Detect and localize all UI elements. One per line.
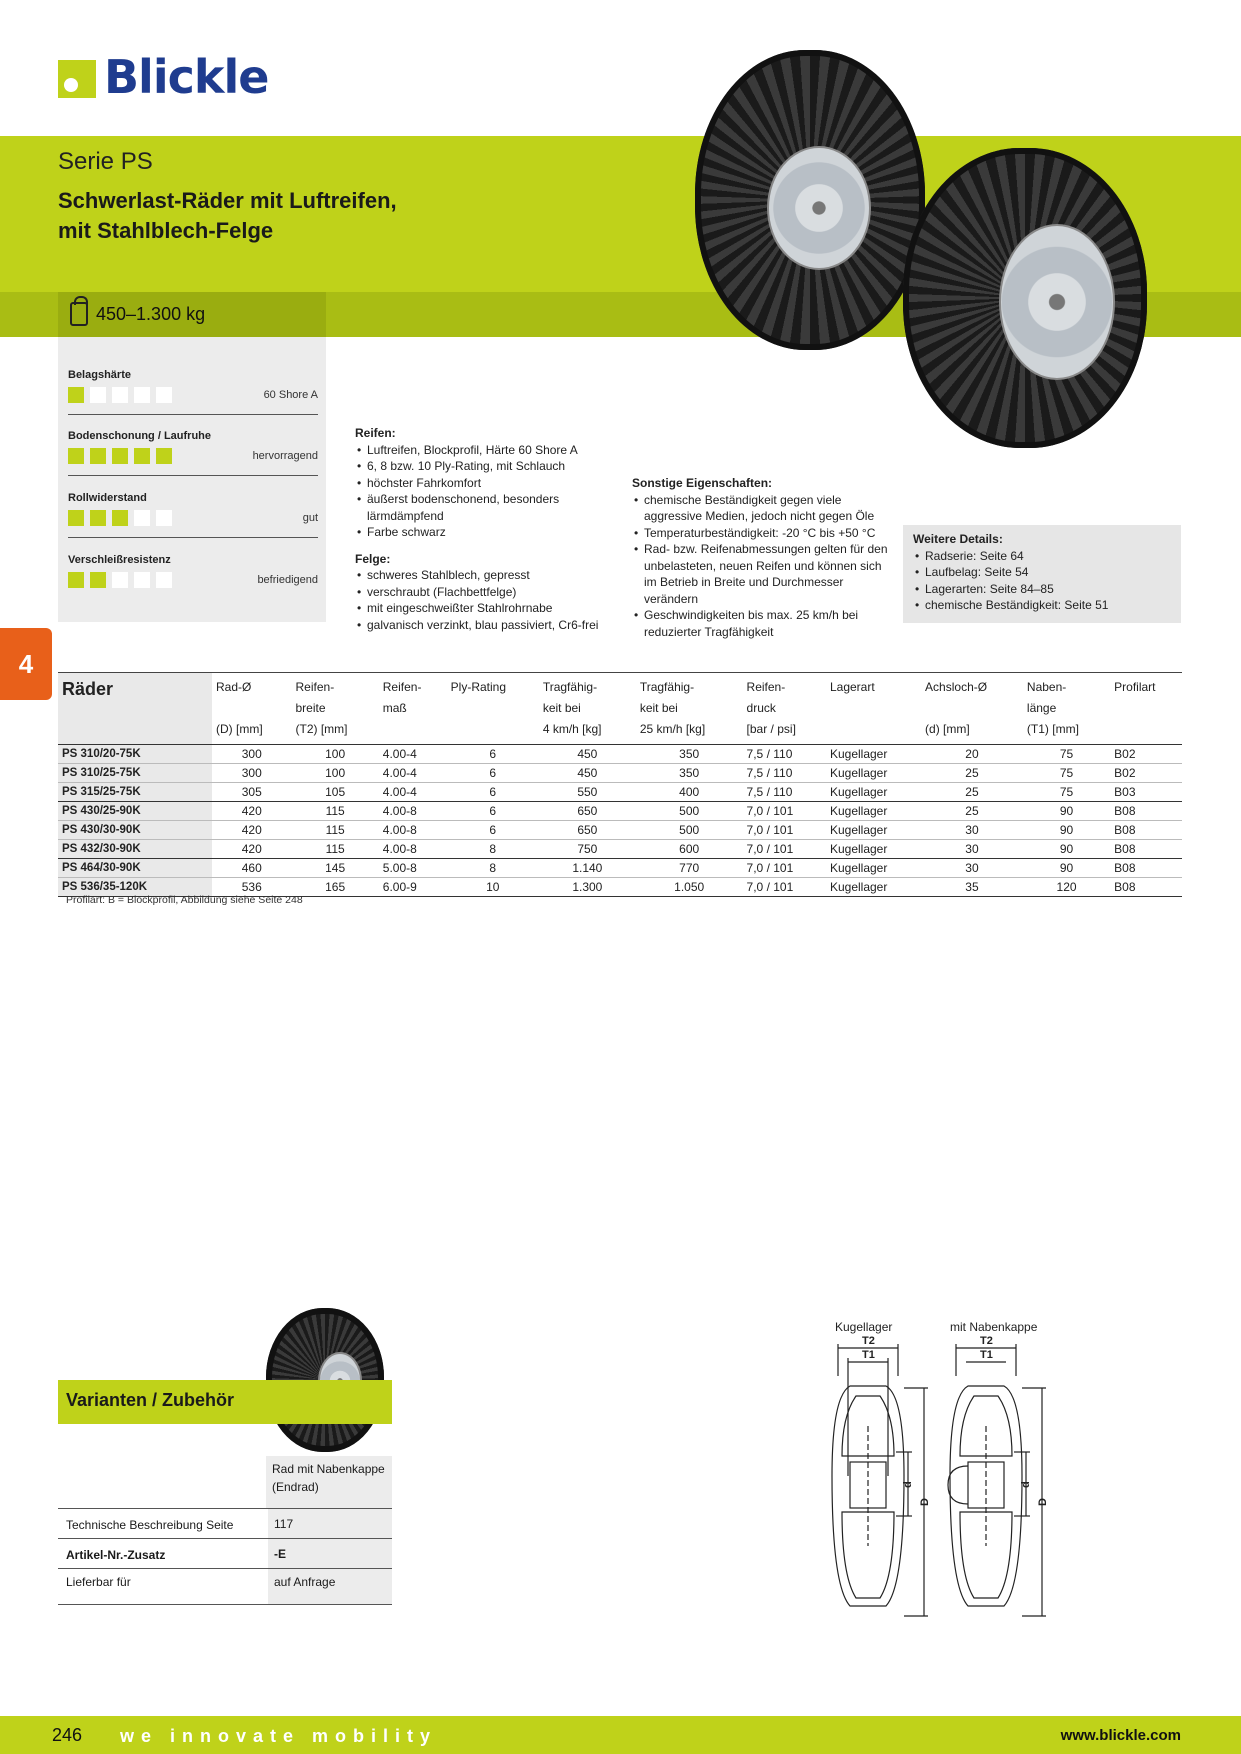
table-cell: 90 xyxy=(1023,859,1110,878)
table-cell: 90 xyxy=(1023,802,1110,821)
table-cell: 4.00-4 xyxy=(379,745,447,764)
table-cell: 536 xyxy=(212,878,292,897)
table-cell: 7,5 / 110 xyxy=(743,764,826,783)
other-heading: Sonstige Eigenschaften: xyxy=(632,476,773,490)
variant-row-label: Lieferbar für xyxy=(66,1575,131,1589)
table-cell: 1.050 xyxy=(636,878,743,897)
table-cell: 6 xyxy=(447,764,539,783)
table-row xyxy=(58,783,1182,802)
divider xyxy=(68,475,318,476)
table-cell: 30 xyxy=(921,859,1023,878)
variant-row xyxy=(58,1569,392,1605)
dim-D-left: D xyxy=(919,1498,931,1506)
article-number: PS 310/20-75K xyxy=(58,745,212,764)
rating-rollwiderstand xyxy=(68,492,318,552)
table-cell: 7,5 / 110 xyxy=(743,745,826,764)
table-cell: 420 xyxy=(212,821,292,840)
rating-verschleiss xyxy=(68,554,318,614)
table-cell: 145 xyxy=(292,859,379,878)
table-cell: 30 xyxy=(921,821,1023,840)
wheel-image-large xyxy=(695,50,925,350)
col-header: Lagerart xyxy=(826,673,921,745)
table-row xyxy=(58,745,1182,764)
table-cell: 4.00-8 xyxy=(379,821,447,840)
table-cell: 25 xyxy=(921,764,1023,783)
col-header: Ply-Rating xyxy=(447,673,539,745)
table-cell: 115 xyxy=(292,840,379,859)
variant-row-label: Technische Beschreibung Seite xyxy=(66,1518,234,1532)
table-cell: Kugellager xyxy=(826,878,921,897)
table-cell: 90 xyxy=(1023,840,1110,859)
table-cell: 4.00-4 xyxy=(379,764,447,783)
divider xyxy=(68,414,318,415)
list-item: • Farbe schwarz xyxy=(355,524,625,541)
table-cell: B08 xyxy=(1110,821,1182,840)
table-cell: 35 xyxy=(921,878,1023,897)
article-number: PS 430/30-90K xyxy=(58,821,212,840)
properties-tyres-rim xyxy=(355,425,625,633)
table-cell: 4.00-8 xyxy=(379,840,447,859)
dim-t2-left: T2 xyxy=(862,1336,875,1347)
table-cell: Kugellager xyxy=(826,802,921,821)
col-header: Tragfähig- keit bei 4 km/h [kg] xyxy=(539,673,636,745)
table-cell: 10 xyxy=(447,878,539,897)
table-cell: B08 xyxy=(1110,840,1182,859)
further-details-box xyxy=(903,525,1181,623)
table-cell: 120 xyxy=(1023,878,1110,897)
col-header: Tragfähig- keit bei 25 km/h [kg] xyxy=(636,673,743,745)
rating-squares xyxy=(68,448,178,469)
article-number: PS 315/25-75K xyxy=(58,783,212,802)
list-item: • chemische Beständigkeit: Seite 51 xyxy=(913,597,1171,614)
page-footer xyxy=(0,1716,1241,1754)
col-header: Reifen- maß xyxy=(379,673,447,745)
drawing-label-ball-bearing: Kugellager xyxy=(835,1320,893,1334)
table-footnote: Profilart: B = Blockprofil, Abbildung siehe Seite 248 xyxy=(66,894,303,906)
variant-row-label: Artikel-Nr.-Zusatz xyxy=(66,1548,166,1562)
wheel-rim xyxy=(767,146,871,270)
dim-t2-right: T2 xyxy=(980,1336,993,1347)
table-cell: 7,0 / 101 xyxy=(743,859,826,878)
page-number: 246 xyxy=(52,1725,83,1745)
list-item: • Radserie: Seite 64 xyxy=(913,548,1171,565)
table-cell: 25 xyxy=(921,802,1023,821)
rating-value: gut xyxy=(302,512,318,524)
list-item: • Luftreifen, Blockprofil, Härte 60 Shore A xyxy=(355,442,625,459)
table-cell: 400 xyxy=(636,783,743,802)
table-cell: 305 xyxy=(212,783,292,802)
table-cell: B08 xyxy=(1110,802,1182,821)
table-cell: B08 xyxy=(1110,859,1182,878)
table-cell: B02 xyxy=(1110,745,1182,764)
table-cell: 450 xyxy=(539,745,636,764)
dim-D-right: D xyxy=(1037,1498,1049,1506)
table-cell: 100 xyxy=(292,745,379,764)
table-cell: B03 xyxy=(1110,783,1182,802)
details-heading: Weitere Details: xyxy=(913,532,1003,546)
wheel-image-front xyxy=(903,148,1147,448)
table-cell: 8 xyxy=(447,859,539,878)
variant-row-value: -E xyxy=(268,1539,392,1568)
col-header: Reifen- druck [bar / psi] xyxy=(743,673,826,745)
table-cell: 420 xyxy=(212,840,292,859)
rating-squares xyxy=(68,510,178,531)
table-cell: 500 xyxy=(636,821,743,840)
variant-row-value: 117 xyxy=(268,1509,392,1538)
website-link[interactable]: www.blickle.com xyxy=(1060,1727,1181,1744)
list-item: • verschraubt (Flachbettfelge) xyxy=(355,584,625,601)
table-cell: 25 xyxy=(921,783,1023,802)
brand-logo xyxy=(58,50,278,104)
variant-row xyxy=(58,1539,392,1569)
drawing-label-hub-cap: mit Nabenkappe xyxy=(950,1320,1038,1334)
weight-icon xyxy=(70,302,88,326)
table-cell: 75 xyxy=(1023,783,1110,802)
dim-d-left: d xyxy=(902,1481,914,1488)
wheels-table xyxy=(58,672,1182,897)
tyres-list xyxy=(355,442,625,541)
variant-row xyxy=(58,1509,392,1539)
variant-col-label: Rad mit Nabenkappe (Endrad) xyxy=(266,1456,392,1508)
table-cell: 7,0 / 101 xyxy=(743,878,826,897)
table-cell: 450 xyxy=(539,764,636,783)
table-cell: Kugellager xyxy=(826,821,921,840)
table-cell: 4.00-8 xyxy=(379,802,447,821)
load-range: 450–1.300 kg xyxy=(96,304,206,324)
table-cell: 5.00-8 xyxy=(379,859,447,878)
table-cell: Kugellager xyxy=(826,859,921,878)
rating-label: Belagshärte xyxy=(68,369,131,381)
table-cell: 7,0 / 101 xyxy=(743,821,826,840)
table-cell: 6 xyxy=(447,745,539,764)
list-item: • Lagerarten: Seite 84–85 xyxy=(913,581,1171,598)
chapter-tab: 4 xyxy=(0,628,52,700)
list-item: • Rad- bzw. Reifenabmessungen gelten für den unbelasteten, neuen Reifen und können sich im Betrieb in Breite und Durchmesser verändern xyxy=(632,541,894,607)
table-cell: 165 xyxy=(292,878,379,897)
tagline: we innovate mobility xyxy=(120,1726,438,1746)
col-header: Profilart xyxy=(1110,673,1182,745)
list-item: • chemische Beständigkeit gegen viele aggressive Medien, jedoch nicht gegen Öle xyxy=(632,492,894,525)
logo-mark-icon xyxy=(58,60,96,98)
dim-t1-left: T1 xyxy=(862,1349,875,1361)
table-row xyxy=(58,821,1182,840)
rating-value: befriedigend xyxy=(257,574,318,586)
table-cell: 75 xyxy=(1023,745,1110,764)
table-row xyxy=(58,859,1182,878)
drawing-hub-cap xyxy=(948,1344,1046,1616)
variant-row-value: auf Anfrage xyxy=(268,1569,392,1604)
ratings-panel xyxy=(58,337,326,622)
rating-value: 60 Shore A xyxy=(263,389,318,401)
rating-label: Rollwiderstand xyxy=(68,492,147,504)
table-row xyxy=(58,840,1182,859)
table-cell: 30 xyxy=(921,840,1023,859)
table-cell: 770 xyxy=(636,859,743,878)
list-item: • Geschwindigkeiten bis max. 25 km/h bei reduzierter Tragfähigkeit xyxy=(632,607,894,640)
table-cell: 6 xyxy=(447,802,539,821)
dim-d-right: d xyxy=(1020,1481,1032,1488)
list-item: • Laufbelag: Seite 54 xyxy=(913,564,1171,581)
table-cell: 105 xyxy=(292,783,379,802)
rim-list xyxy=(355,567,625,633)
article-number: PS 536/35-120K xyxy=(58,878,212,897)
variants-column-header xyxy=(58,1456,392,1508)
list-item: • äußerst bodenschonend, besonders lärmdämpfend xyxy=(355,491,625,524)
col-header: Naben- länge (T1) [mm] xyxy=(1023,673,1110,745)
table-cell: 550 xyxy=(539,783,636,802)
table-row xyxy=(58,802,1182,821)
technical-drawings xyxy=(820,1336,1070,1632)
list-item: • schweres Stahlblech, gepresst xyxy=(355,567,625,584)
table-cell: 500 xyxy=(636,802,743,821)
table-cell: 600 xyxy=(636,840,743,859)
rating-label: Bodenschonung / Laufruhe xyxy=(68,430,211,442)
details-list xyxy=(913,548,1171,614)
rating-value: hervorragend xyxy=(252,450,318,462)
table-cell: 8 xyxy=(447,840,539,859)
article-number: PS 310/25-75K xyxy=(58,764,212,783)
dim-t1-right: T1 xyxy=(980,1349,993,1361)
other-list xyxy=(632,492,894,641)
divider xyxy=(68,537,318,538)
properties-other xyxy=(632,475,894,640)
variants-header xyxy=(58,1380,392,1424)
table-cell: B08 xyxy=(1110,878,1182,897)
table-cell: 300 xyxy=(212,764,292,783)
table-cell: 7,0 / 101 xyxy=(743,840,826,859)
table-cell: 750 xyxy=(539,840,636,859)
article-number: PS 430/25-90K xyxy=(58,802,212,821)
table-cell: 115 xyxy=(292,821,379,840)
rating-bodenschonung xyxy=(68,430,318,490)
table-cell: 420 xyxy=(212,802,292,821)
table-cell: Kugellager xyxy=(826,840,921,859)
table-cell: 1.140 xyxy=(539,859,636,878)
table-title: Räder xyxy=(58,673,212,745)
table-cell: Kugellager xyxy=(826,764,921,783)
table-cell: 4.00-4 xyxy=(379,783,447,802)
table-header-row xyxy=(58,673,1182,745)
series-title: Serie PS xyxy=(58,148,153,175)
table-cell: 6 xyxy=(447,783,539,802)
table-cell: 7,5 / 110 xyxy=(743,783,826,802)
list-item: • galvanisch verzinkt, blau passiviert, Cr6-frei xyxy=(355,617,625,634)
table-cell: 350 xyxy=(636,764,743,783)
table-cell: 7,0 / 101 xyxy=(743,802,826,821)
col-header: Achsloch-Ø (d) [mm] xyxy=(921,673,1023,745)
table-cell: 75 xyxy=(1023,764,1110,783)
tyres-heading: Reifen: xyxy=(355,426,396,440)
col-header: Reifen- breite (T2) [mm] xyxy=(292,673,379,745)
table-cell: 90 xyxy=(1023,821,1110,840)
list-item: • mit eingeschweißter Stahlrohrnabe xyxy=(355,600,625,617)
load-range-box xyxy=(58,292,326,337)
rating-squares xyxy=(68,387,178,408)
rating-belagshaerte xyxy=(68,369,318,429)
article-number: PS 464/30-90K xyxy=(58,859,212,878)
col-header: Rad-Ø (D) [mm] xyxy=(212,673,292,745)
subtitle-line-2: mit Stahlblech-Felge xyxy=(58,218,274,243)
table-cell: Kugellager xyxy=(826,783,921,802)
rating-label: Verschleißresistenz xyxy=(68,554,171,566)
table-cell: 300 xyxy=(212,745,292,764)
table-cell: 350 xyxy=(636,745,743,764)
table-cell: 100 xyxy=(292,764,379,783)
table-cell: 460 xyxy=(212,859,292,878)
list-item: • Temperaturbeständigkeit: -20 °C bis +50 °C xyxy=(632,525,894,542)
variants-grid xyxy=(58,1508,392,1605)
table-row xyxy=(58,764,1182,783)
product-subtitle xyxy=(58,186,478,246)
list-item: • höchster Fahrkomfort xyxy=(355,475,625,492)
drawing-ball-bearing xyxy=(832,1344,928,1616)
table-cell: 115 xyxy=(292,802,379,821)
logo-wordmark: Blickle xyxy=(104,50,269,104)
table-cell: 650 xyxy=(539,802,636,821)
article-number: PS 432/30-90K xyxy=(58,840,212,859)
subtitle-line-1: Schwerlast-Räder mit Luftreifen, xyxy=(58,188,397,213)
table-cell: B02 xyxy=(1110,764,1182,783)
rim-heading: Felge: xyxy=(355,551,391,566)
table-cell: 6 xyxy=(447,821,539,840)
table-cell: 1.300 xyxy=(539,878,636,897)
table-cell: 650 xyxy=(539,821,636,840)
list-item: • 6, 8 bzw. 10 Ply-Rating, mit Schlauch xyxy=(355,458,625,475)
wheel-rim xyxy=(999,224,1115,380)
table-cell: 6.00-9 xyxy=(379,878,447,897)
variants-title: Varianten / Zubehör xyxy=(66,1390,235,1410)
rating-squares xyxy=(68,572,178,593)
table-cell: 20 xyxy=(921,745,1023,764)
table-cell: Kugellager xyxy=(826,745,921,764)
